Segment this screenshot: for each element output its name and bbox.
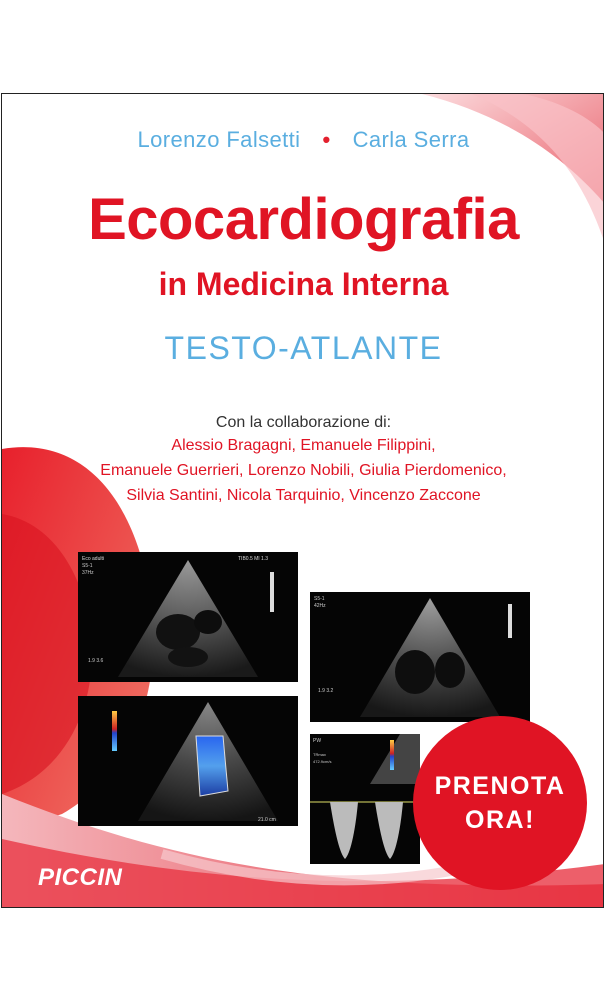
echo-image-color-doppler (78, 696, 298, 826)
svg-text:42Hz: 42Hz (314, 603, 326, 609)
preorder-line-1: PRENOTA (434, 772, 566, 800)
book-subtitle: in Medicina Interna (158, 266, 449, 302)
svg-text:1.9 3.2: 1.9 3.2 (318, 688, 334, 694)
svg-text:21.0 cm: 21.0 cm (258, 817, 276, 823)
collaboration-intro: Con la collaborazione di: (215, 414, 392, 431)
echo-image-apical-view (78, 552, 298, 682)
echo-image-four-chamber (310, 592, 530, 722)
svg-text:1.9 3.6: 1.9 3.6 (88, 658, 104, 664)
author-name: Carla Serra (352, 127, 470, 152)
publisher-logo: PICCIN (38, 864, 123, 891)
svg-text:Eco adulti: Eco adulti (82, 556, 104, 562)
book-kind: TESTO-ATLANTE (164, 330, 443, 366)
collaborators-line: Silvia Santini, Nicola Tarquinio, Vincenzo Zaccone (126, 487, 481, 504)
authors-line (2, 127, 604, 153)
preorder-button[interactable] (413, 716, 587, 890)
echo-image-pulsed-doppler (310, 734, 420, 864)
svg-text:TIB0.5 MI 1.3: TIB0.5 MI 1.3 (238, 556, 269, 562)
collaborators-line: Alessio Bragagni, Emanuele Filippini, (171, 437, 436, 454)
svg-text:S5-1: S5-1 (314, 596, 325, 602)
book-title: Ecocardiografia (88, 187, 519, 252)
author-name: Lorenzo Falsetti (137, 127, 301, 152)
svg-text:472.9cm/s: 472.9cm/s (313, 759, 332, 764)
svg-text:S5-1: S5-1 (82, 563, 93, 569)
preorder-line-2: ORA! (465, 806, 535, 834)
svg-text:TRmax: TRmax (313, 752, 326, 757)
author-separator: • (322, 127, 331, 152)
svg-text:PW: PW (313, 738, 322, 744)
collaborators-line: Emanuele Guerrieri, Lorenzo Nobili, Giulia Pierdomenico, (100, 462, 507, 479)
book-cover (1, 93, 604, 908)
svg-text:37Hz: 37Hz (82, 570, 94, 576)
